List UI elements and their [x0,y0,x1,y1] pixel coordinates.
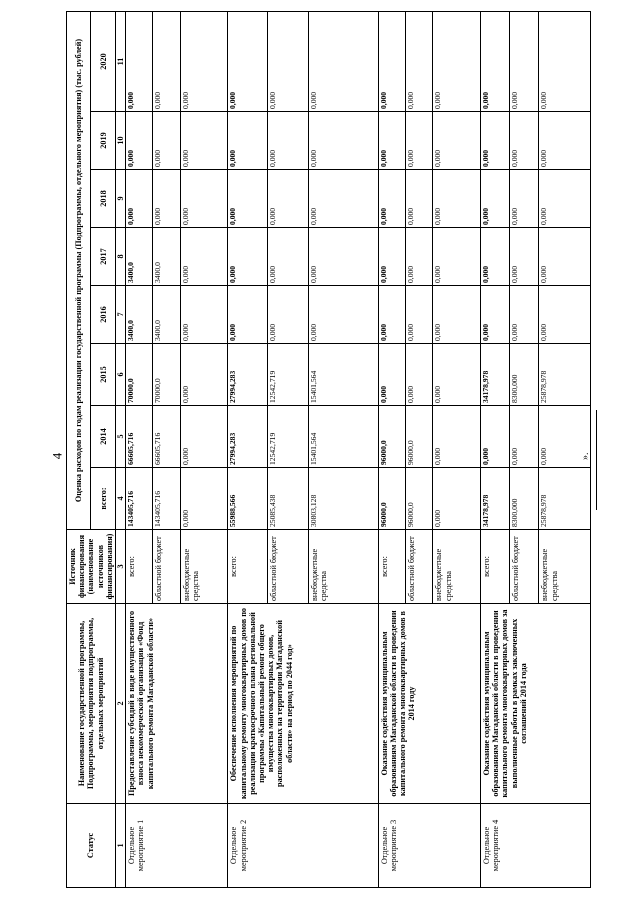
cell-value: 34178,978 [481,468,510,530]
end-line [596,410,597,510]
cell-value: 0,000 [268,11,308,111]
cell-value: 0,000 [539,228,590,286]
table-body [126,11,590,887]
cell-value: 0,000 [180,286,228,344]
cell-value: 12542,719 [268,344,308,406]
column-number: 8 [115,228,125,286]
cell-value: 0,000 [308,228,378,286]
cell-value: 0,000 [510,112,539,170]
cell-value: 12542,719 [268,406,308,468]
cell-value: 0,000 [180,344,228,406]
cell-value: 0,000 [433,112,481,170]
cell-name: Обеспечение исполнения мероприятий по капитальному ремонту многоквартирных домов по реализации краткосрочного плана региональной программы «Капитальный ремонт общего имущества многоквартирных домов, расположенных на территории Магаданской области» на период по 2044 год» [228,604,378,804]
cell-value: 0,000 [378,112,405,170]
column-number: 10 [115,112,125,170]
column-number: 1 [115,804,125,888]
cell-value: 96000,0 [378,468,405,530]
cell-value: 0,000 [308,170,378,228]
cell-value: 143405,716 [153,468,180,530]
cell-value: 0,000 [228,11,268,111]
cell-value: 0,000 [228,170,268,228]
cell-value: 0,000 [268,170,308,228]
cell-value: 0,000 [153,170,180,228]
cell-source: всего: [126,530,153,604]
cell-value: 0,000 [406,112,433,170]
header-year: 2016 [91,286,115,344]
rotated-sheet [66,12,566,888]
cell-value: 0,000 [406,11,433,111]
cell-value: 27994,283 [228,344,268,406]
header-source: Источник финансирования (наименование источников финансирования) [67,530,116,604]
cell-name: Предоставление субсидий в виде имущественного взноса некоммерческой организации «Фонд капитального ремонта Магаданской области» [126,604,228,804]
cell-value: 0,000 [180,11,228,111]
header-year: 2017 [91,228,115,286]
table-row [481,11,510,887]
cell-value: 0,000 [378,228,405,286]
header-name: Наименование государственной программы, Подпрограммы, мероприятия подпрограммы, отдельных мероприятий [67,604,116,804]
cell-source: областной бюджет [153,530,180,604]
cell-value: 96000,0 [378,406,405,468]
cell-value: 70000,0 [126,344,153,406]
cell-value: 0,000 [180,468,228,530]
cell-value: 8300,000 [510,468,539,530]
cell-value: 3400,0 [153,228,180,286]
cell-value: 0,000 [228,286,268,344]
cell-status: Отдельное мероприятие 3 [378,804,480,888]
cell-value: 0,000 [433,344,481,406]
cell-value: 15401,564 [308,406,378,468]
cell-value: 0,000 [308,112,378,170]
cell-value: 0,000 [378,344,405,406]
cell-value: 0,000 [539,170,590,228]
cell-value: 0,000 [510,286,539,344]
cell-value: 0,000 [406,286,433,344]
header-year: 2015 [91,344,115,406]
cell-status: Отдельное мероприятие 4 [481,804,590,888]
table-row [228,11,268,887]
page-number: 4 [49,452,65,460]
cell-value: 0,000 [153,112,180,170]
column-number: 2 [115,604,125,804]
cell-value: 0,000 [481,228,510,286]
cell-value: 25878,978 [539,344,590,406]
cell-value: 0,000 [539,112,590,170]
cell-value: 8300,000 [510,344,539,406]
cell-value: 0,000 [481,112,510,170]
cell-value: 70000,0 [153,344,180,406]
closing-mark: ». [580,452,591,460]
cell-value: 0,000 [510,228,539,286]
table-row [378,11,405,887]
cell-value: 0,000 [481,286,510,344]
cell-name: Оказание содействия муниципальным образованиям Магаданской области в проведении капитального ремонта многоквартирных домов за выполненные работы в рамках заключенных соглашений 2014 года [481,604,590,804]
cell-source: всего: [481,530,510,604]
cell-value: 25085,438 [268,468,308,530]
cell-source: всего: [378,530,405,604]
cell-value: 96000,0 [406,406,433,468]
cell-value: 0,000 [510,11,539,111]
cell-value: 0,000 [510,170,539,228]
cell-value: 0,000 [433,170,481,228]
cell-value: 0,000 [406,228,433,286]
cell-source: областной бюджет [510,530,539,604]
cell-value: 0,000 [433,468,481,530]
cell-value: 3400,0 [126,228,153,286]
cell-value: 0,000 [126,170,153,228]
cell-value: 25878,978 [539,468,590,530]
cell-source: внебюджетные средства [308,530,378,604]
cell-name: Оказание содействия муниципальным образованиям Магаданской области в проведении капитального ремонта многоквартирных домов в 2014 году [378,604,480,804]
header-total: всего: [91,468,115,530]
header-year: 2018 [91,170,115,228]
column-number: 4 [115,468,125,530]
header-estimate: Оценка расходов по годам реализации государственной программы (Подпрограммы, отдельного мероприятия) (тыс. рублей) [67,11,91,529]
column-numbers-row [115,11,125,887]
column-number: 3 [115,530,125,604]
cell-value: 96000,0 [406,468,433,530]
cell-value: 15401,564 [308,344,378,406]
cell-value: 66605,716 [126,406,153,468]
column-number: 6 [115,344,125,406]
cell-value: 0,000 [481,11,510,111]
cell-value: 0,000 [433,11,481,111]
cell-value: 0,000 [481,406,510,468]
cell-value: 0,000 [228,112,268,170]
cell-value: 0,000 [268,228,308,286]
cell-value: 3400,0 [153,286,180,344]
cell-value: 0,000 [153,11,180,111]
cell-status: Отдельное мероприятие 1 [126,804,228,888]
cell-value: 0,000 [433,286,481,344]
cell-value: 0,000 [228,228,268,286]
table-row [126,11,153,887]
cell-value: 0,000 [378,286,405,344]
column-number: 7 [115,286,125,344]
budget-table [66,11,591,888]
cell-value: 0,000 [406,344,433,406]
cell-value: 0,000 [433,228,481,286]
cell-value: 0,000 [126,112,153,170]
cell-value: 0,000 [180,170,228,228]
cell-value: 0,000 [308,11,378,111]
cell-value: 0,000 [180,112,228,170]
cell-value: 3400,0 [126,286,153,344]
cell-value: 0,000 [378,170,405,228]
cell-value: 0,000 [406,170,433,228]
cell-value: 66605,716 [153,406,180,468]
cell-value: 30803,128 [308,468,378,530]
column-number: 5 [115,406,125,468]
column-number: 9 [115,170,125,228]
cell-value: 143405,716 [126,468,153,530]
cell-value: 0,000 [308,286,378,344]
cell-value: 0,000 [539,11,590,111]
cell-value: 0,000 [510,406,539,468]
cell-value: 0,000 [268,286,308,344]
cell-value: 0,000 [481,170,510,228]
column-number: 11 [115,11,125,111]
cell-value: 34178,978 [481,344,510,406]
cell-value: 0,000 [378,11,405,111]
cell-source: внебюджетные средства [539,530,590,604]
cell-value: 0,000 [539,406,590,468]
header-year: 2019 [91,112,115,170]
cell-status: Отдельное мероприятие 2 [228,804,378,888]
cell-source: областной бюджет [268,530,308,604]
cell-source: внебюджетные средства [433,530,481,604]
cell-source: всего: [228,530,268,604]
cell-value: 0,000 [433,406,481,468]
cell-source: областной бюджет [406,530,433,604]
header-year: 2020 [91,11,115,111]
cell-value: 27994,283 [228,406,268,468]
header-year: 2014 [91,406,115,468]
cell-value: 0,000 [126,11,153,111]
cell-source: внебюджетные средства [180,530,228,604]
header-status: Статус [67,804,116,888]
cell-value: 55988,566 [228,468,268,530]
cell-value: 0,000 [539,286,590,344]
cell-value: 0,000 [180,406,228,468]
cell-value: 0,000 [268,112,308,170]
cell-value: 0,000 [180,228,228,286]
